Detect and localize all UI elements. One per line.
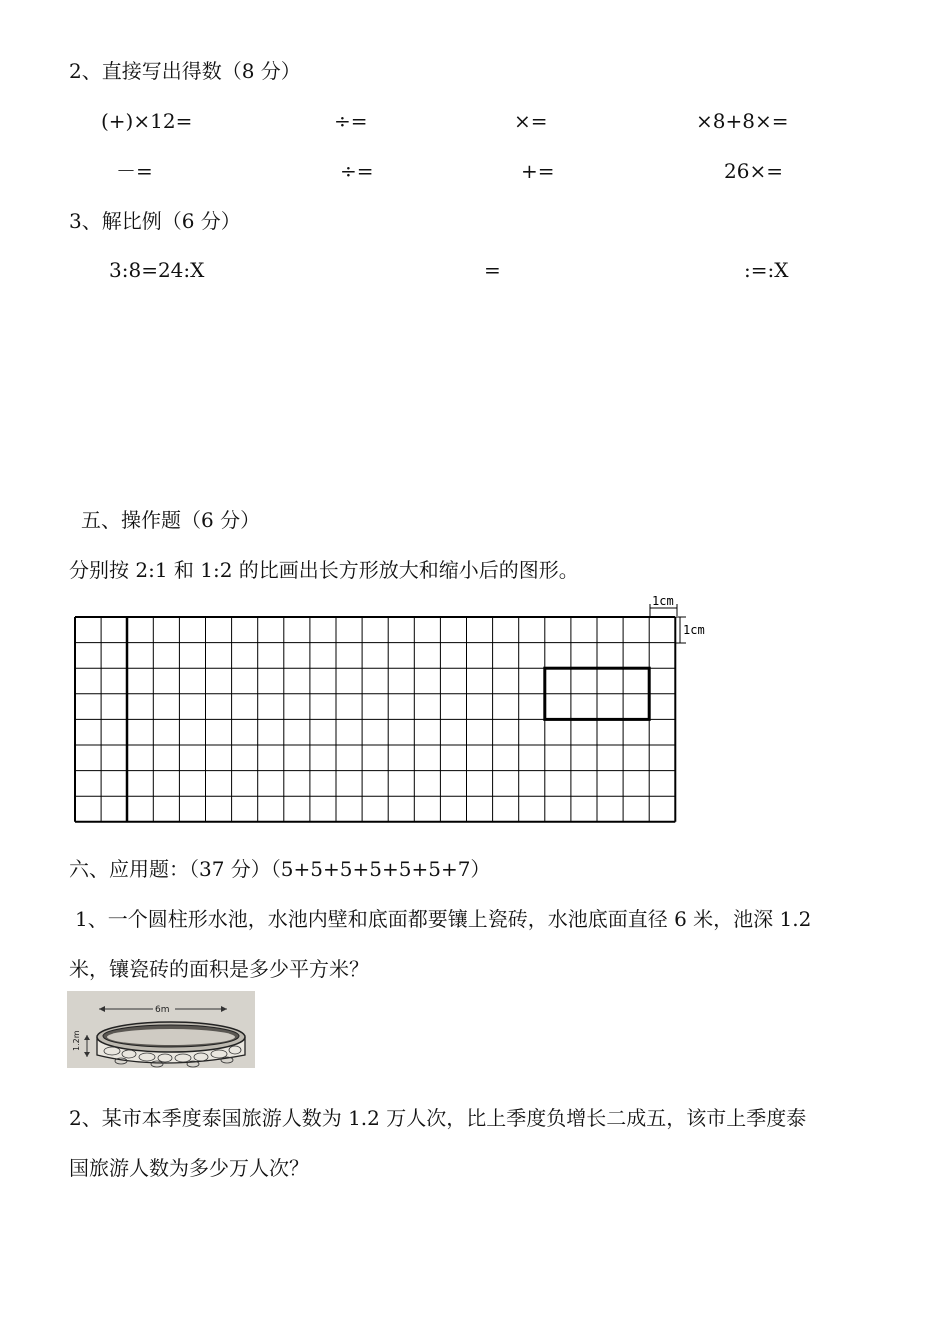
height-marker-label: 1cm <box>683 623 705 637</box>
q2-expr-4: ×8+8×= <box>696 109 789 133</box>
problem1-line1: 1、一个圆柱形水池，水池内壁和底面都要镶上瓷砖，水池底面直径 6 米，池深 1.2 <box>75 907 812 931</box>
q3-item-1: 3:8=24:X <box>109 258 205 282</box>
problem1-line2: 米，镶瓷砖的面积是多少平方米？ <box>69 957 369 981</box>
pool-photo <box>67 991 255 1068</box>
section5-instruction: 分别按 2:1 和 1:2 的比画出长方形放大和缩小后的图形。 <box>69 558 579 582</box>
q3-heading: 3、解比例（6 分） <box>69 209 241 233</box>
pool-illustration <box>67 991 255 1068</box>
q2-expr-7: += <box>521 159 555 183</box>
diameter-label: 6m <box>155 1005 170 1015</box>
q2-heading: 2、直接写出得数（8 分） <box>69 59 301 83</box>
width-marker-label: 1cm <box>652 594 674 608</box>
section5-heading: 五、操作题（6 分） <box>81 508 261 532</box>
q2-expr-3: ×= <box>514 109 548 133</box>
q2-expr-5: －= <box>116 159 153 183</box>
q2-expr-6: ÷= <box>340 159 374 183</box>
q2-expr-2: ÷= <box>334 109 368 133</box>
problem2-line1: 2、某市本季度泰国旅游人数为 1.2 万人次，比上季度负增长二成五，该市上季度泰 <box>69 1106 807 1130</box>
q2-expr-1: (+)×12= <box>101 109 193 133</box>
problem2-line2: 国旅游人数为多少万人次？ <box>69 1156 309 1180</box>
q2-expr-8: 26×= <box>724 159 783 183</box>
depth-label: 1.2m <box>72 1030 81 1051</box>
q3-item-3: :=:X <box>744 258 789 282</box>
section6-heading: 六、应用题：（37 分）（5+5+5+5+5+5+7） <box>69 857 491 881</box>
q3-item-2: = <box>484 258 501 282</box>
